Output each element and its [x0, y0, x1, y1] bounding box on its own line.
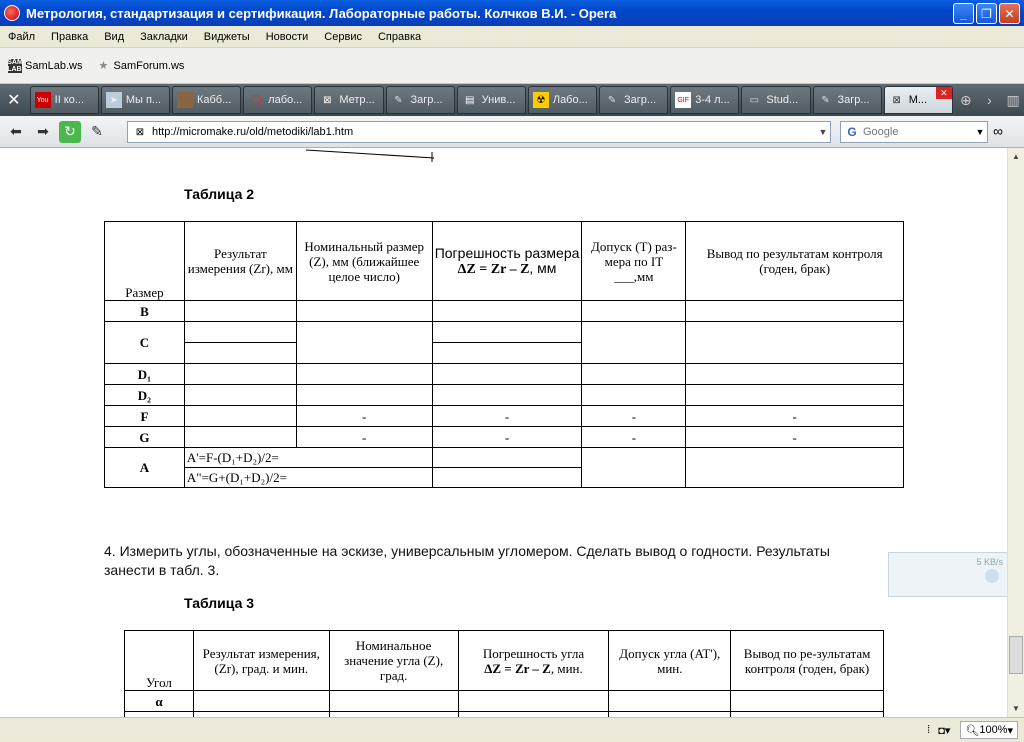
tab-7[interactable]	[457, 86, 526, 114]
tab-13-active[interactable]	[884, 86, 953, 114]
header-tolerance: Допуск угла (AT'), мин.	[609, 631, 731, 691]
page-content	[0, 148, 1007, 717]
dash-cell: -	[296, 406, 432, 427]
table-2-title: Таблица 2	[184, 186, 255, 202]
tab-label: Загр...	[410, 94, 443, 106]
dash-cell: -	[582, 427, 686, 448]
menu-edit[interactable]: Правка	[51, 30, 89, 43]
search-field[interactable]	[840, 121, 988, 143]
cell	[432, 468, 582, 488]
tab-label: 3-4 л...	[695, 94, 730, 106]
header-nominal: Номинальный размер (Z), мм (ближайшее целое число)	[296, 222, 432, 301]
camera-icon[interactable]: ◘▾	[938, 724, 951, 737]
maximize-button[interactable]: ❐	[976, 3, 997, 24]
dash-cell: -	[582, 406, 686, 427]
cell	[184, 427, 296, 448]
cell	[432, 364, 582, 385]
menu-file[interactable]: Файл	[8, 30, 36, 43]
tab-3[interactable]	[172, 86, 241, 114]
cell	[582, 385, 686, 406]
row-label-g: G	[105, 427, 185, 448]
cell	[296, 322, 432, 364]
gif-icon: GIF	[675, 92, 691, 108]
bookmark-label: SamForum.ws	[113, 59, 185, 72]
document-icon: ▤	[464, 94, 475, 106]
edit-icon[interactable]: ✎	[91, 123, 103, 139]
zoom-icon: 🔍︎	[965, 724, 980, 737]
header-error	[458, 631, 609, 691]
chevron-down-icon[interactable]: ▼	[818, 127, 828, 137]
menu-view[interactable]: Вид	[104, 30, 125, 43]
window-controls	[953, 3, 1020, 24]
table-3	[124, 630, 884, 717]
tab-bar	[0, 84, 1024, 116]
tab-list-icon[interactable]: ›	[987, 92, 992, 108]
menu-bookmarks[interactable]: Закладки	[140, 30, 188, 43]
cell	[686, 301, 904, 322]
reader-glasses-icon[interactable]: ∞	[993, 123, 1003, 139]
vertical-scrollbar[interactable]	[1007, 148, 1024, 717]
title-bar	[0, 0, 1024, 26]
back-icon[interactable]: ⬅	[10, 123, 22, 139]
bookmark-samlab[interactable]	[8, 59, 82, 73]
row-label-c: C	[105, 322, 185, 364]
panel-toggle-icon[interactable]: ⁞	[927, 724, 931, 736]
cell	[432, 322, 582, 343]
opera-logo-icon	[4, 5, 20, 21]
tab-9[interactable]	[599, 86, 668, 114]
header-error-label: Погрешность размера	[434, 244, 580, 261]
tab-label: Мы п...	[125, 94, 162, 106]
tab-11[interactable]	[741, 86, 810, 114]
site-icon: ⊠	[135, 126, 145, 138]
url-text[interactable]: http://micromake.ru/old/metodiki/lab1.htm	[152, 126, 354, 138]
a1-formula: A'=F-(D₁+D₂)/2=	[184, 448, 432, 468]
cell	[686, 448, 904, 488]
cell	[296, 301, 432, 322]
tab-12[interactable]	[813, 86, 882, 114]
menu-help[interactable]: Справка	[377, 30, 422, 43]
cell	[432, 343, 582, 364]
row-label-a: A	[105, 448, 185, 488]
cell	[184, 406, 296, 427]
youtube-icon: You	[35, 92, 51, 108]
transfer-icon	[985, 569, 999, 583]
cell	[184, 343, 296, 364]
cell	[582, 364, 686, 385]
cell	[432, 385, 582, 406]
wrench-icon: ✎	[607, 94, 617, 106]
cell	[184, 385, 296, 406]
address-field[interactable]	[127, 121, 831, 143]
chevron-down-icon[interactable]: ▼	[975, 127, 985, 137]
bookmarks-bar	[0, 48, 1024, 84]
cell	[329, 691, 458, 712]
samlab-icon: SAM LAB	[7, 58, 23, 73]
zoom-level: 100%	[979, 724, 1008, 736]
google-icon: G	[847, 125, 857, 139]
tab-label: Лабо...	[552, 94, 588, 106]
tab-label: Загр...	[837, 94, 870, 106]
cell	[432, 301, 582, 322]
cell	[296, 364, 432, 385]
row-label-d2: D₂	[105, 385, 185, 406]
bookmark-samforum[interactable]	[96, 59, 184, 73]
tab-label: Метр...	[339, 94, 375, 106]
row-label-b: B	[105, 301, 185, 322]
header-nominal: Номинальное значение угла (Z), град.	[329, 631, 458, 691]
window-title: Метрология, стандартизация и сертификация. Лабораторные работы. Колчков В.И. - Opera	[26, 5, 617, 21]
tab-label: лабо...	[268, 94, 303, 106]
header-error-label: Погрешность угла	[482, 645, 585, 661]
cell	[686, 385, 904, 406]
bookmark-label: SamLab.ws	[25, 59, 83, 72]
opera-icon: ◯	[250, 94, 262, 106]
header-conclusion: Вывод по результатам контроля (годен, брак)	[686, 222, 904, 301]
cell	[458, 691, 609, 712]
cell	[296, 385, 432, 406]
tab-5[interactable]	[314, 86, 383, 114]
menu-news[interactable]: Новости	[265, 30, 309, 43]
sketch-fragment	[256, 148, 436, 162]
cell	[686, 364, 904, 385]
menu-tools[interactable]: Сервис	[324, 30, 362, 43]
transfer-widget[interactable]	[888, 552, 1007, 597]
cell	[184, 301, 296, 322]
tab-10[interactable]	[670, 86, 739, 114]
cell	[582, 322, 686, 364]
cursor-icon: ➤	[106, 92, 122, 108]
cell	[432, 448, 582, 468]
header-tolerance: Допуск (T) раз-мера по IT ___,мм	[582, 222, 686, 301]
tab-8[interactable]	[528, 86, 597, 114]
dash-cell: -	[686, 406, 904, 427]
header-result: Результат измерения (Zr), мм	[184, 222, 296, 301]
page-icon: ⊠	[892, 94, 901, 106]
tab-label: II ко...	[54, 94, 85, 106]
tab-label: Унив...	[481, 94, 516, 106]
new-tab-icon[interactable]: ⊕	[959, 91, 972, 108]
wrench-icon: ✎	[394, 94, 403, 106]
tab-4[interactable]	[243, 86, 312, 114]
folder-icon: ▭	[749, 94, 760, 106]
search-input[interactable]	[863, 126, 973, 138]
page-icon: ⊠	[323, 94, 332, 106]
address-toolbar	[0, 116, 1024, 148]
dash-cell: -	[686, 427, 904, 448]
status-bar	[0, 717, 1024, 742]
reload-icon[interactable]: ↻	[59, 121, 81, 143]
star-icon: ★	[98, 60, 109, 72]
cell	[686, 322, 904, 364]
cell	[184, 322, 296, 343]
tab-1[interactable]	[30, 86, 99, 114]
cell	[193, 691, 329, 712]
zoom-control[interactable]	[960, 721, 1018, 739]
dash-cell: -	[296, 427, 432, 448]
forward-icon[interactable]: ➡	[37, 123, 49, 139]
tab-label: М...	[908, 94, 928, 106]
row-label-d1: D₁	[105, 364, 185, 385]
header-conclusion: Вывод по ре-зультатам контроля (годен, брак)	[731, 631, 884, 691]
a2-formula: A"=G+(D₁+D₂)/2=	[184, 468, 432, 488]
minecraft-icon	[177, 92, 193, 108]
tab-label: Загр...	[624, 94, 657, 106]
header-error	[432, 222, 582, 301]
cell	[582, 301, 686, 322]
tab-label: Stud...	[766, 94, 799, 106]
error-unit: , мм	[529, 259, 557, 276]
hazard-icon: ☢	[533, 92, 549, 108]
error-unit: , мин.	[550, 660, 583, 676]
menu-widgets[interactable]: Виджеты	[203, 30, 250, 43]
transfer-speed: 5 KB/s	[976, 557, 1003, 567]
cell	[184, 364, 296, 385]
close-tab-icon[interactable]: ✕	[936, 87, 952, 99]
trash-icon[interactable]: ▥	[1006, 91, 1020, 108]
close-window-button[interactable]: ✕	[999, 3, 1020, 24]
minimize-button[interactable]: _	[953, 3, 974, 24]
scroll-thumb[interactable]	[1009, 636, 1023, 674]
cell	[582, 448, 686, 488]
tab-6[interactable]	[386, 86, 455, 114]
cell	[609, 691, 731, 712]
wrench-icon: ✎	[821, 94, 830, 106]
scroll-up-icon[interactable]: ▲	[1012, 152, 1020, 161]
header-result: Результат измерения, (Zr), град. и мин.	[193, 631, 329, 691]
table-3-title: Таблица 3	[184, 595, 255, 611]
instruction-paragraph: 4. Измерить углы, обозначенные на эскизе, универсальным угломером. Сделать вывод о годности. Результаты занести в табл. 3.	[104, 543, 830, 578]
tools-icon[interactable]: ✕	[7, 92, 21, 109]
dash-cell: -	[432, 427, 582, 448]
tab-2[interactable]	[101, 86, 170, 114]
menu-bar	[0, 26, 1024, 48]
chevron-down-icon: ▾	[1007, 724, 1013, 737]
error-formula: ΔZ = Zr – Z	[457, 261, 530, 277]
table-2	[104, 221, 904, 488]
error-formula: ΔZ = Zr – Z	[484, 660, 551, 676]
row-label-f: F	[105, 406, 185, 427]
row-label-alpha: α	[125, 691, 194, 712]
tab-label: Кабб...	[196, 94, 232, 106]
scroll-down-icon[interactable]: ▼	[1012, 704, 1020, 713]
cell	[731, 691, 884, 712]
header-size: Размер	[105, 222, 185, 301]
header-angle: Угол	[125, 631, 194, 691]
dash-cell: -	[432, 406, 582, 427]
